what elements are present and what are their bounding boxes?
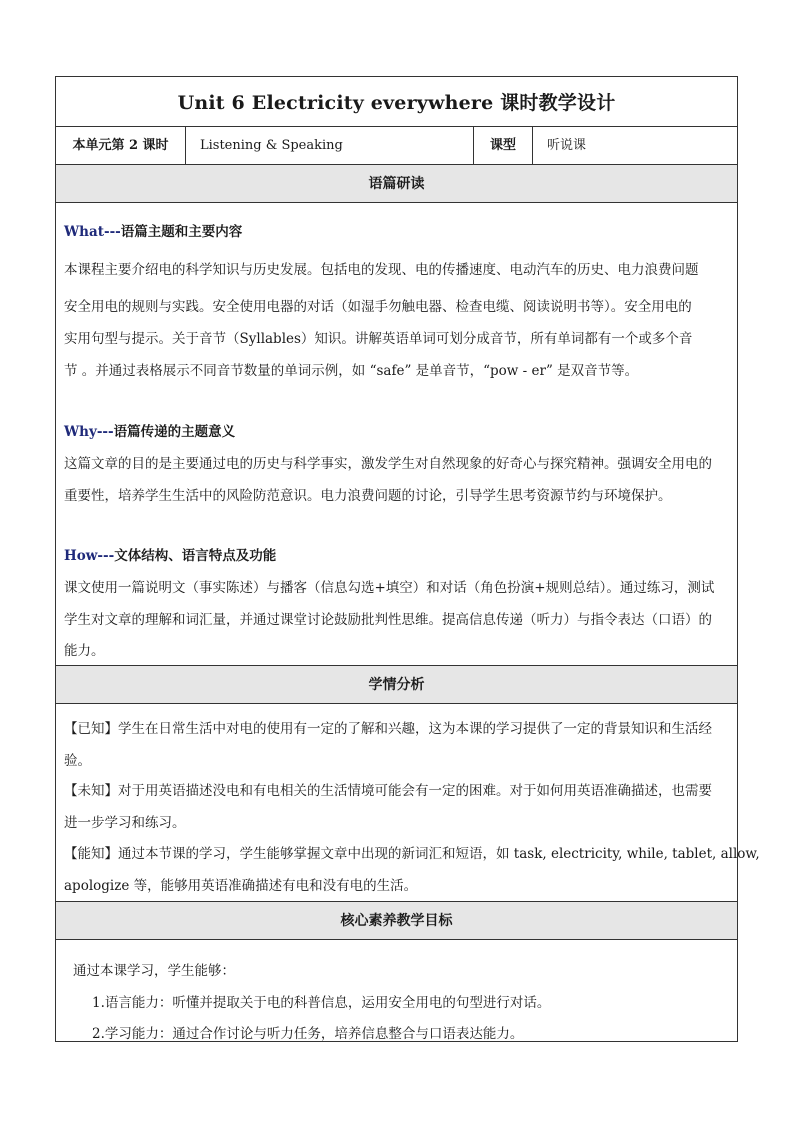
- text-study-section: [56, 204, 737, 666]
- type-value-cell: 听说课: [547, 138, 587, 153]
- why-label-en: Why---: [64, 424, 114, 440]
- lesson-plan-table: [55, 76, 760, 1042]
- why-label: [64, 422, 732, 442]
- what-line: 安全用电的规则与实践。安全使用电器的对话（如湿手勿触电器、检查电缆、阅读说明书等）。安全用电的: [64, 299, 692, 315]
- info-row: [56, 127, 737, 165]
- how-label: [64, 546, 732, 566]
- analysis-line: 【未知】对于用英语描述没电和有电相关的生活情境可能会有一定的困难。对于如何用英语准确描述，也需要: [64, 783, 712, 799]
- what-label-en: What---: [64, 224, 121, 240]
- how-line: 能力。: [64, 643, 105, 659]
- objective-item: 1.语言能力：听懂并提取关于电的科普信息，运用安全用电的句型进行对话。: [92, 995, 551, 1011]
- what-line: 实用句型与提示。关于音节（Syllables）知识。讲解英语单词可划分成音节，所有单词都有一个或多个音: [64, 331, 693, 347]
- why-line: 重要性，培养学生生活中的风险防范意识。电力浪费问题的讨论，引导学生思考资源节约与环境保护。: [64, 488, 672, 504]
- objectives-section: [56, 941, 737, 1041]
- topic-cell: Listening & Speaking: [186, 127, 474, 164]
- why-label-cn: 语篇传递的主题意义: [113, 424, 236, 440]
- what-label: [64, 222, 732, 242]
- how-label-en: How---: [64, 548, 115, 564]
- analysis-line: 验。: [64, 753, 91, 769]
- objectives-intro: 通过本课学习，学生能够：: [73, 963, 235, 979]
- section-heading-learner-analysis: 学情分析: [56, 666, 737, 704]
- analysis-line: 【能知】通过本节课的学习，学生能够掌握文章中出现的新词汇和短语，如 task, electricity, while, tablet, allow,: [64, 846, 760, 862]
- objective-item: 2.学习能力：通过合作讨论与听力任务，培养信息整合与口语表达能力。: [92, 1026, 524, 1042]
- how-label-cn: 文体结构、语言特点及功能: [114, 548, 277, 564]
- how-line: 学生对文章的理解和词汇量，并通过课堂讨论鼓励批判性思维。提高信息传递（听力）与指令表达（口语）的: [64, 612, 712, 628]
- what-line: 本课程主要介绍电的科学知识与历史发展。包括电的发现、电的传播速度、电动汽车的历史、电力浪费问题: [64, 262, 699, 278]
- type-label-cell: 课型: [474, 127, 533, 164]
- how-line: 课文使用一篇说明文（事实陈述）与播客（信息勾选+填空）和对话（角色扮演+规则总结）。通过练习，测试: [64, 580, 715, 596]
- analysis-line: 【已知】学生在日常生活中对电的使用有一定的了解和兴趣，这为本课的学习提供了一定的背景知识和生活经: [64, 721, 712, 737]
- why-line: 这篇文章的目的是主要通过电的历史与科学事实，激发学生对自然现象的好奇心与探究精神。强调安全用电的: [64, 456, 712, 472]
- what-line: 节 。并通过表格展示不同音节数量的单词示例，如 “safe” 是单音节，“pow - er” 是双音节等。: [64, 363, 639, 379]
- learner-analysis-section: [56, 705, 760, 902]
- analysis-line: apologize 等，能够用英语准确描述有电和没有电的生活。: [64, 878, 418, 894]
- what-label-cn: 语篇主题和主要内容: [120, 224, 243, 240]
- section-heading-text-study: 语篇研读: [56, 165, 737, 203]
- period-cell: 本单元第 2 课时: [56, 127, 186, 164]
- analysis-line: 进一步学习和练习。: [64, 815, 186, 831]
- section-heading-objectives: 核心素养教学目标: [56, 902, 737, 940]
- page-title: Unit 6 Electricity everywhere 课时教学设计: [56, 77, 737, 127]
